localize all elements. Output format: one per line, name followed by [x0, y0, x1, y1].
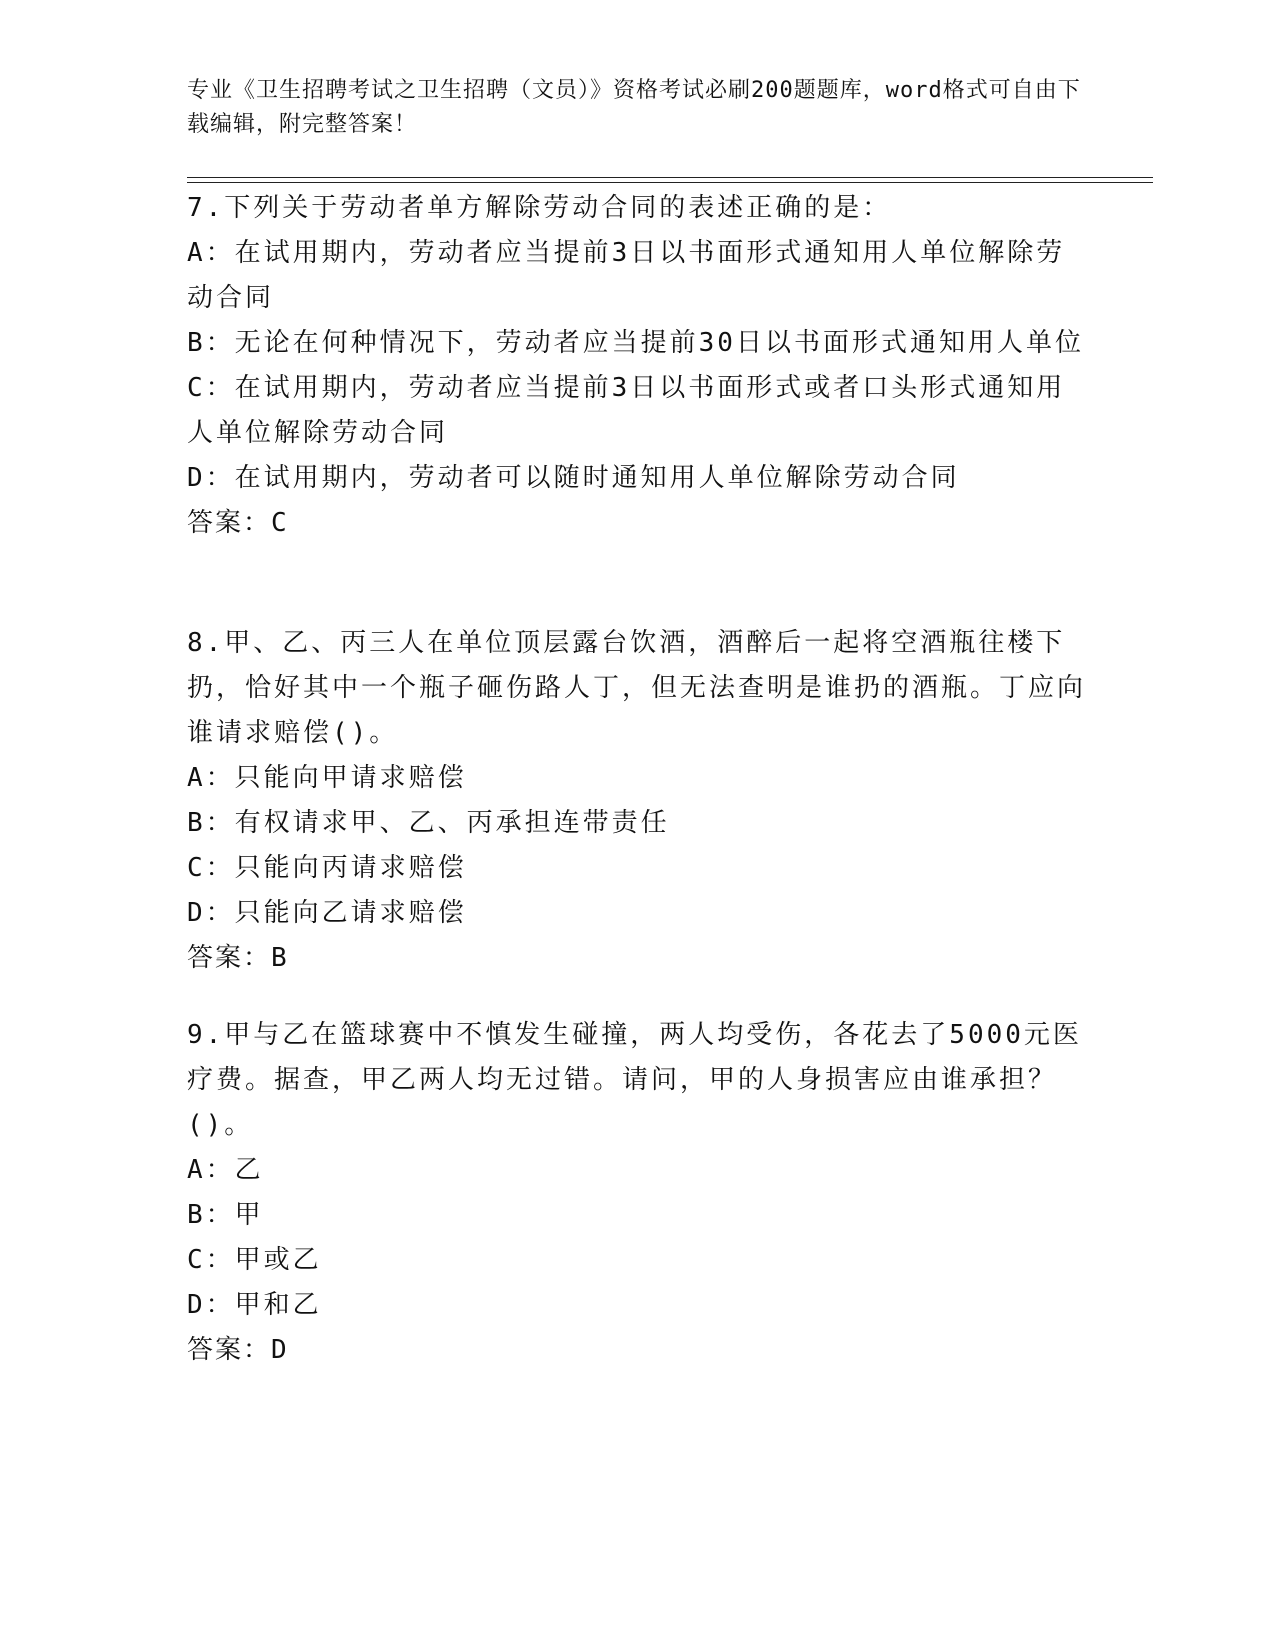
- answer-line: [187, 1328, 1087, 1373]
- answer-line: [187, 501, 1087, 546]
- option-c: C：在试用期内，劳动者应当提前3日以书面形式或者口头形式通知用人单位解除劳动合同: [187, 373, 1066, 448]
- option-d: D：甲和乙: [187, 1290, 322, 1320]
- question-7: [187, 186, 1087, 546]
- option-b: B：甲: [187, 1200, 264, 1230]
- option-b: B：有权请求甲、乙、丙承担连带责任: [187, 808, 670, 838]
- answer-line: [187, 936, 1087, 981]
- option-b: B：无论在何种情况下，劳动者应当提前30日以书面形式通知用人单位: [187, 328, 1084, 358]
- option-d: D：在试用期内，劳动者可以随时通知用人单位解除劳动合同: [187, 463, 960, 493]
- answer-label: 答案：: [187, 943, 272, 973]
- answer-value: D: [271, 1335, 289, 1365]
- option-c: C：只能向丙请求赔偿: [187, 853, 467, 883]
- option-d: D：只能向乙请求赔偿: [187, 898, 467, 928]
- answer-label: 答案：: [187, 508, 272, 538]
- document-intro: 专业《卫生招聘考试之卫生招聘（文员）》资格考试必刷200题题库，word格式可自由下载编辑，附完整答案！: [187, 78, 1081, 137]
- option-c: C：甲或乙: [187, 1245, 322, 1275]
- option-a: A：乙: [187, 1155, 264, 1185]
- question-text: 9.甲与乙在篮球赛中不慎发生碰撞，两人均受伤，各花去了5000元医疗费。据查，甲乙两人均无过错。请问，甲的人身损害应由谁承担？()。: [187, 1020, 1082, 1140]
- header-divider-top: [187, 177, 1153, 178]
- question-text: 8.甲、乙、丙三人在单位顶层露台饮酒，酒醉后一起将空酒瓶往楼下扔，恰好其中一个瓶子砸伤路人丁，但无法查明是谁扔的酒瓶。丁应向谁请求赔偿()。: [187, 628, 1087, 748]
- option-a: A：只能向甲请求赔偿: [187, 763, 467, 793]
- question-text: 7.下列关于劳动者单方解除劳动合同的表述正确的是：: [187, 193, 892, 223]
- question-9: [187, 1013, 1087, 1373]
- answer-value: C: [271, 508, 289, 538]
- answer-label: 答案：: [187, 1335, 272, 1365]
- answer-value: B: [271, 943, 289, 973]
- question-8: [187, 621, 1087, 981]
- option-a: A：在试用期内，劳动者应当提前3日以书面形式通知用人单位解除劳动合同: [187, 238, 1066, 313]
- header-divider-bottom: [187, 182, 1153, 183]
